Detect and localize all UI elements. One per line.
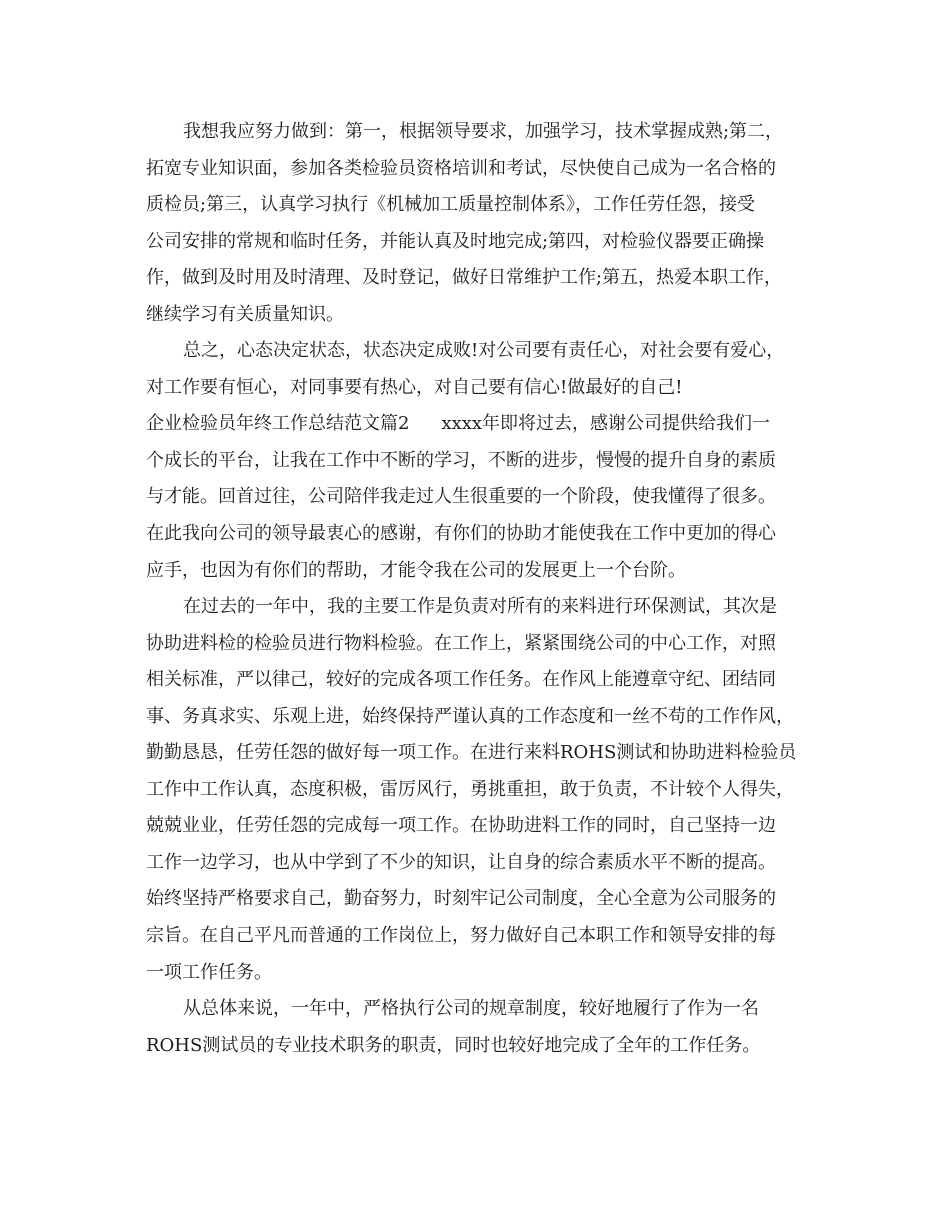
text-line: xxxx年即将过去，感谢公司提供给我们一 xyxy=(441,413,771,435)
text-line: 拓宽专业知识面，参加各类检验员资格培训和考试，尽快使自己成为一名合格的 xyxy=(146,157,776,179)
paragraph-attitude xyxy=(146,337,806,402)
text-line: 始终坚持严格要求自己，勤奋努力，时刻牢记公司制度，全心全意为公司服务的 xyxy=(146,888,776,910)
text-line: 个成长的平台，让我在工作中不断的学习，不断的进步，慢慢的提升自身的素质 xyxy=(146,449,776,471)
text-line: 总之，心态决定状态，状态决定成败!对公司要有责任心，对社会要有爱心， xyxy=(183,340,785,362)
text-line: 应手，也因为有你们的帮助，才能令我在公司的发展更上一个台阶。 xyxy=(146,559,686,581)
text-line: 协助进料检的检验员进行物料检验。在工作上，紧紧围绕公司的中心工作，对照 xyxy=(146,632,776,654)
document-body xyxy=(146,118,806,1068)
paragraph-summary xyxy=(146,995,806,1060)
text-line: 工作中工作认真，态度积极，雷厉风行，勇挑重担，敢于负责，不计较个人得失， xyxy=(146,778,794,800)
text-line: 事、务真求实、乐观上进，始终保持严谨认真的工作态度和一丝不苟的工作作风， xyxy=(146,705,794,727)
text-line: 与才能。回首过往，公司陪伴我走过人生很重要的一个阶段，使我懂得了很多。 xyxy=(146,486,776,508)
text-line: 作，做到及时用及时清理、及时登记，做好日常维护工作;第五，热爱本职工作， xyxy=(146,267,783,289)
paragraph-effort-goals xyxy=(146,118,806,329)
text-line: 对工作要有恒心，对同事要有热心，对自己要有信心!做最好的自己! xyxy=(146,376,683,398)
text-line: 在过去的一年中，我的主要工作是负责对所有的来料进行环保测试，其次是 xyxy=(183,596,777,618)
text-line: 继续学习有关质量知识。 xyxy=(146,303,344,325)
paragraph-section-2-intro xyxy=(146,410,806,585)
text-line: 工作一边学习，也从中学到了不少的知识，让自身的综合素质水平不断的提高。 xyxy=(146,851,776,873)
text-line: 从总体来说，一年中，严格执行公司的规章制度，较好地履行了作为一名 xyxy=(183,998,759,1020)
section-title-line xyxy=(146,410,806,439)
text-line: 宗旨。在自己平凡而普通的工作岗位上，努力做好自己本职工作和领导安排的每 xyxy=(146,925,776,947)
text-line: ROHS测试员的专业技术职务的职责，同时也较好地完成了全年的工作任务。 xyxy=(146,1034,761,1056)
text-line: 兢兢业业，任劳任怨的完成每一项工作。在协助进料工作的同时，自己坚持一边 xyxy=(146,815,776,837)
text-line: 一项工作任务。 xyxy=(146,961,272,983)
text-line: 相关标准，严以律己，较好的完成各项工作任务。在作风上能遵章守纪、团结同 xyxy=(146,669,776,691)
text-line: 公司安排的常规和临时任务，并能认真及时地完成;第四，对检验仪器要正确操 xyxy=(146,230,765,252)
paragraph-main-work xyxy=(146,593,806,987)
section-title: 企业检验员年终工作总结范文篇2 xyxy=(146,413,410,435)
text-line: 我想我应努力做到：第一，根据领导要求，加强学习，技术掌握成熟;第二， xyxy=(183,121,784,142)
text-line: 勤勤恳恳，任劳任怨的做好每一项工作。在进行来料ROHS测试和协助进料检验员 xyxy=(146,742,797,764)
text-line: 质检员;第三，认真学习执行《机械加工质量控制体系》，工作任劳任怨，接受 xyxy=(146,194,756,216)
text-line: 在此我向公司的领导最衷心的感谢，有你们的协助才能使我在工作中更加的得心 xyxy=(146,523,776,545)
